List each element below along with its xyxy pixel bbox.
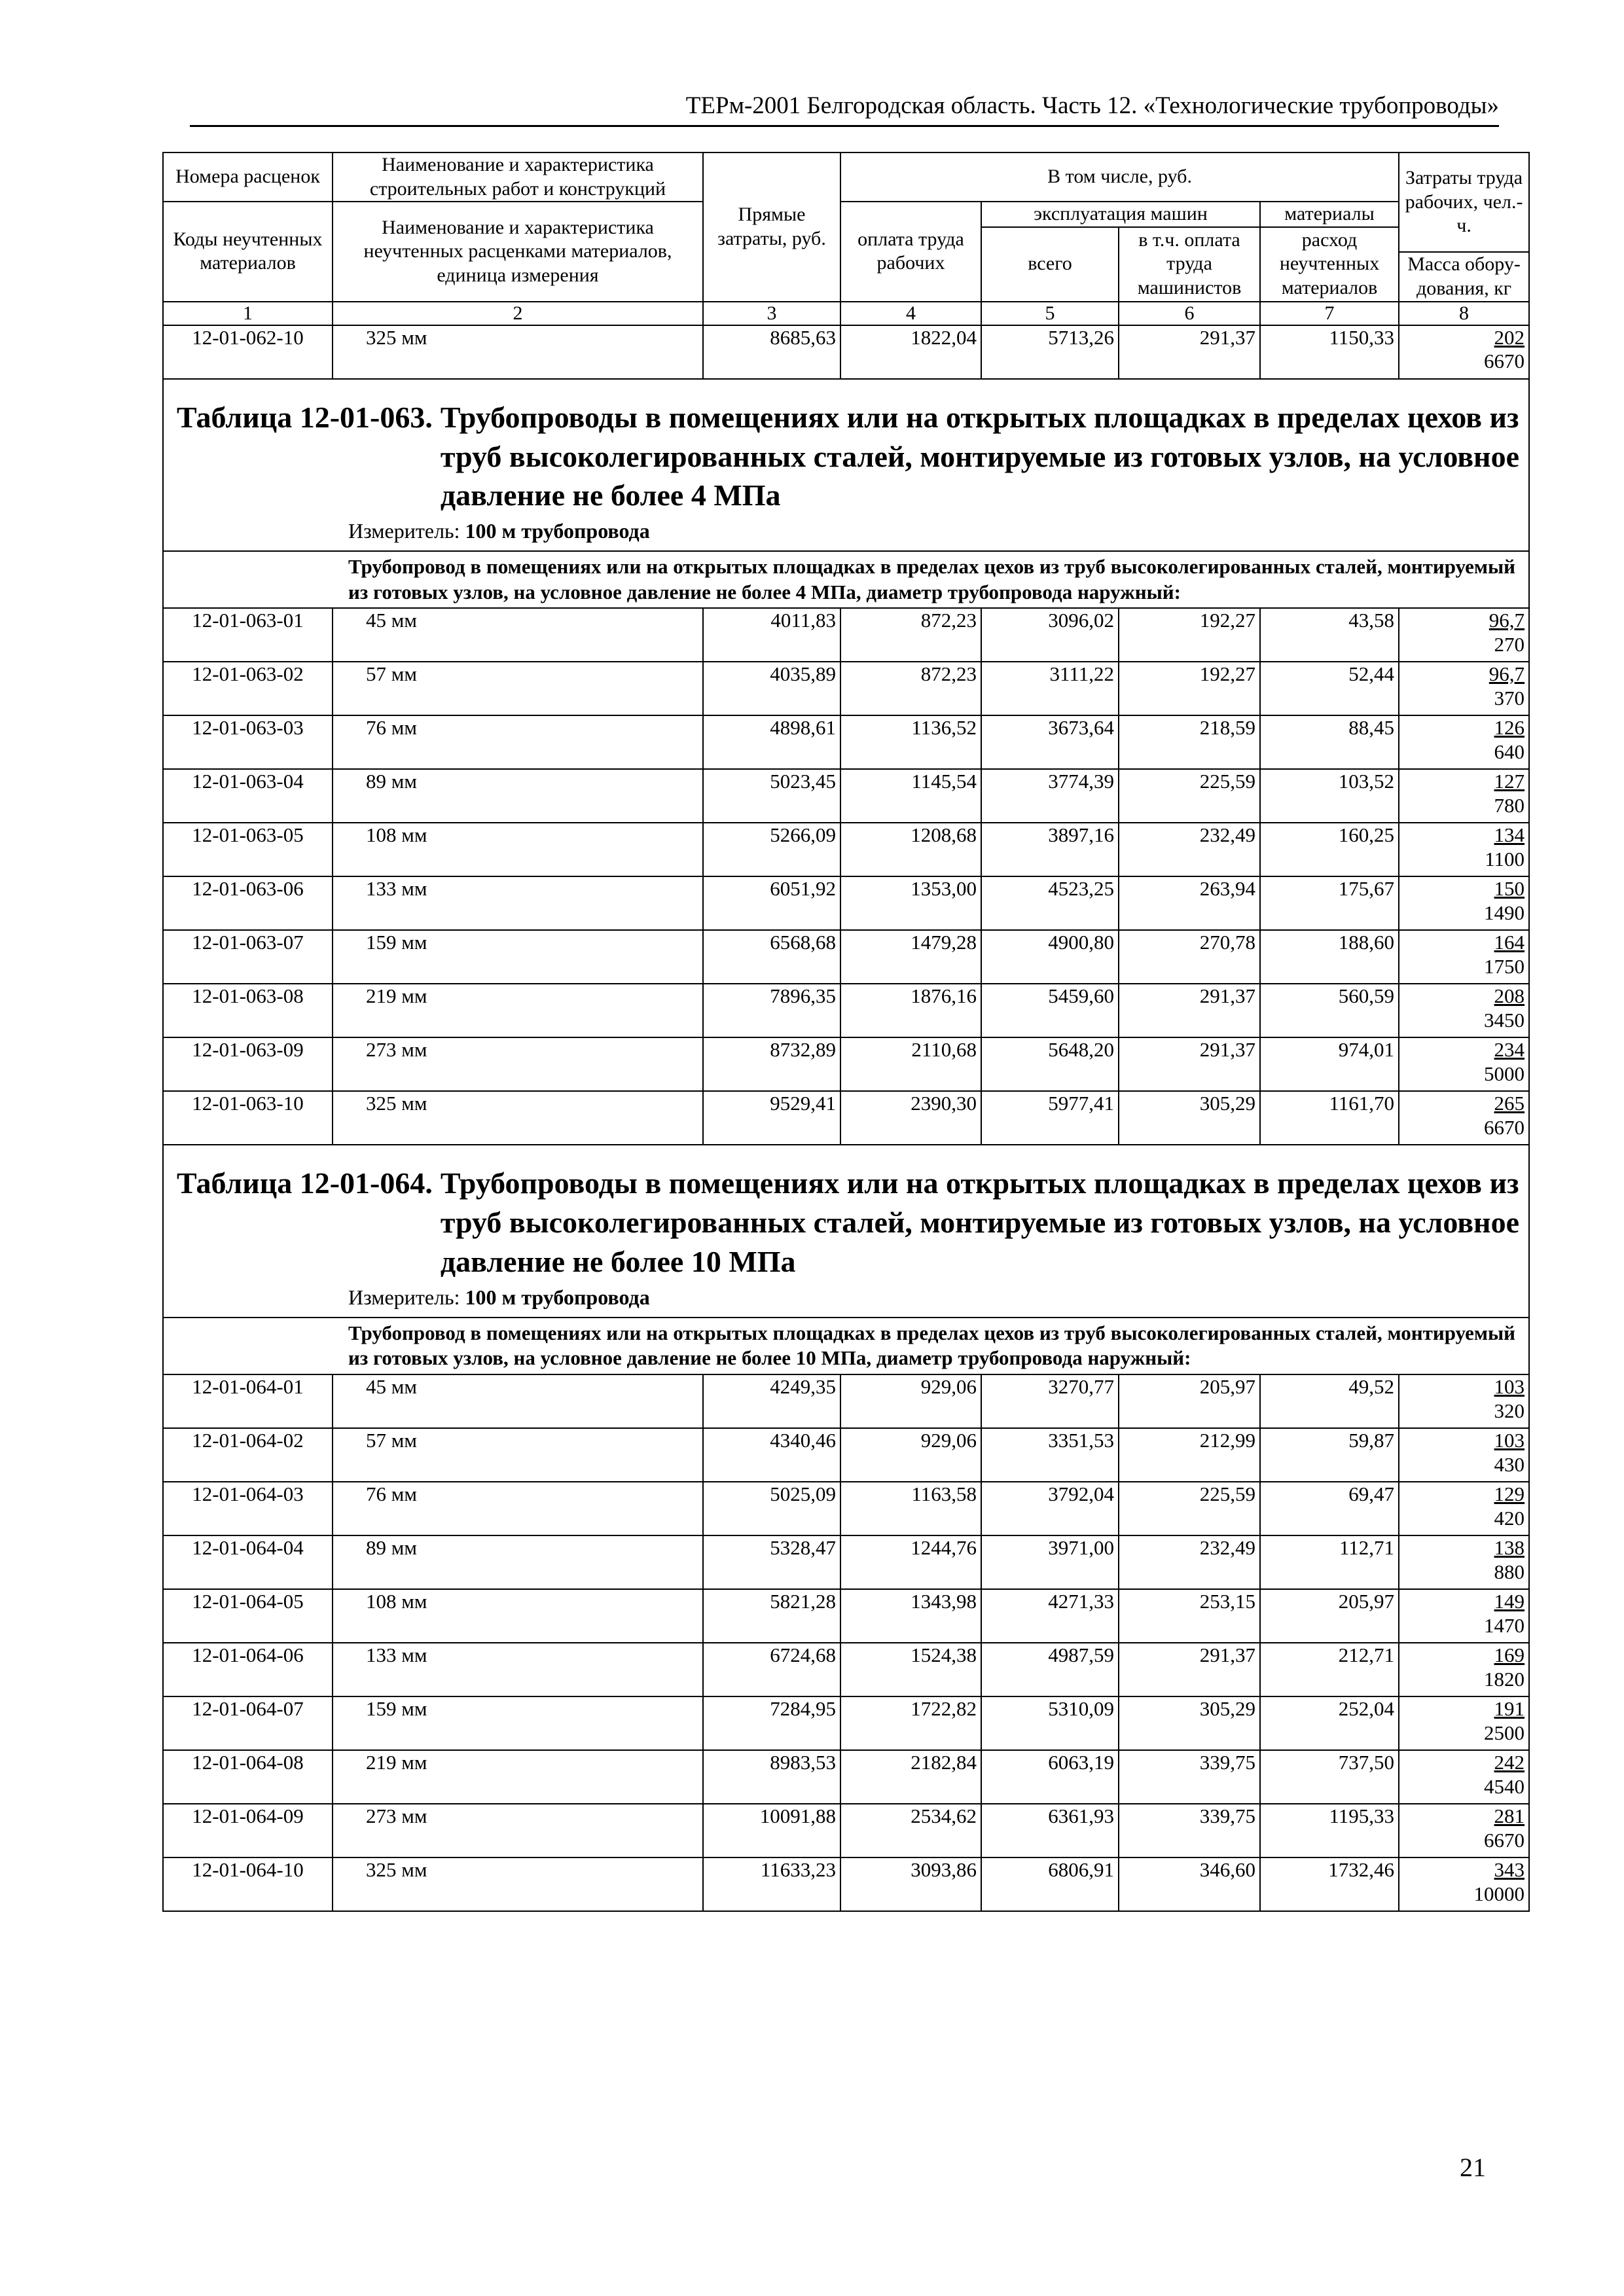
labor-mass-cell	[1399, 984, 1529, 1037]
table-row	[163, 1857, 1529, 1911]
direct-costs: 7284,95	[703, 1696, 840, 1750]
wages: 872,23	[840, 608, 981, 662]
equipment-mass: 10000	[1473, 1882, 1525, 1905]
rate-name: 159 мм	[333, 930, 703, 984]
wages: 1876,16	[840, 984, 981, 1037]
labor-mass-cell	[1399, 1037, 1529, 1091]
labor-hours: 127	[1494, 770, 1525, 793]
group-description: Трубопровод в помещениях или на открытых площадках в пределах цехов из труб высоколегированных сталей, монтируемый из готовых узлов, на условное давление не более 10 МПа, диаметр трубопровода наружный:	[163, 1318, 1529, 1375]
direct-costs: 7896,35	[703, 984, 840, 1037]
equipment-mass: 1470	[1484, 1613, 1525, 1637]
rate-name: 57 мм	[333, 662, 703, 715]
materials: 974,01	[1260, 1037, 1399, 1091]
wages: 929,06	[840, 1374, 981, 1428]
direct-costs: 8983,53	[703, 1750, 840, 1804]
machines-total: 3792,04	[981, 1482, 1119, 1535]
machines-wages: 232,49	[1119, 1535, 1260, 1589]
rate-name: 76 мм	[333, 1482, 703, 1535]
header-mass: Масса обору-дования, кг	[1399, 252, 1529, 302]
equipment-mass: 1490	[1484, 901, 1525, 924]
section-heading: Трубопроводы в помещениях или на открытых площадках в пределах цехов из труб высоколегированных сталей, монтируемые из готовых узлов, на условное давление не более 4 МПа	[440, 400, 1519, 512]
direct-costs: 6568,68	[703, 930, 840, 984]
table-row	[163, 1428, 1529, 1482]
rate-code: 12-01-064-09	[163, 1804, 333, 1857]
machines-wages: 212,99	[1119, 1428, 1260, 1482]
machines-wages: 305,29	[1119, 1091, 1260, 1145]
group-description: Трубопровод в помещениях или на открытых площадках в пределах цехов из труб высоколегированных сталей, монтируемый из готовых узлов, на условное давление не более 4 МПа, диаметр трубопровода наружный:	[163, 551, 1529, 609]
equipment-mass: 1750	[1484, 955, 1525, 978]
machines-total: 3351,53	[981, 1428, 1119, 1482]
equipment-mass: 4540	[1484, 1774, 1525, 1798]
section-title	[177, 398, 1522, 515]
header-labor: Затраты труда рабочих, чел.-ч.	[1399, 152, 1529, 252]
direct-costs: 4340,46	[703, 1428, 840, 1482]
labor-hours: 126	[1494, 716, 1525, 740]
wages: 1722,82	[840, 1696, 981, 1750]
rate-code: 12-01-063-01	[163, 608, 333, 662]
rate-name: 219 мм	[333, 1750, 703, 1804]
machines-total: 5310,09	[981, 1696, 1119, 1750]
rate-code: 12-01-063-02	[163, 662, 333, 715]
table-row	[163, 1589, 1529, 1643]
labor-hours: 164	[1494, 931, 1525, 954]
direct-costs: 11633,23	[703, 1857, 840, 1911]
wages: 1208,68	[840, 823, 981, 876]
rate-name: 57 мм	[333, 1428, 703, 1482]
table-row	[163, 769, 1529, 823]
equipment-mass: 2500	[1484, 1721, 1525, 1744]
wages: 2390,30	[840, 1091, 981, 1145]
header-col2-bottom: Наименование и характеристика неучтенных расценками материалов, единица измерения	[333, 202, 703, 302]
rate-name: 45 мм	[333, 1374, 703, 1428]
materials: 103,52	[1260, 769, 1399, 823]
column-number: 5	[981, 302, 1119, 325]
rate-name: 89 мм	[333, 769, 703, 823]
table-row	[163, 1535, 1529, 1589]
labor-mass-cell	[1399, 930, 1529, 984]
rate-code: 12-01-063-08	[163, 984, 333, 1037]
labor-hours: 208	[1494, 984, 1525, 1008]
header-machines-wages: в т.ч. оплата труда машинистов	[1119, 227, 1260, 302]
materials: 160,25	[1260, 823, 1399, 876]
materials: 252,04	[1260, 1696, 1399, 1750]
machines-total: 5977,41	[981, 1091, 1119, 1145]
labor-mass-cell	[1399, 1535, 1529, 1589]
labor-hours: 234	[1494, 1038, 1525, 1062]
rate-code: 12-01-064-04	[163, 1535, 333, 1589]
rate-code: 12-01-064-01	[163, 1374, 333, 1428]
machines-total: 3270,77	[981, 1374, 1119, 1428]
unit-label: Измеритель:	[348, 519, 460, 543]
column-number: 6	[1119, 302, 1260, 325]
rate-name: 89 мм	[333, 1535, 703, 1589]
labor-mass-cell	[1399, 1643, 1529, 1696]
labor-mass-cell	[1399, 608, 1529, 662]
machines-total: 5459,60	[981, 984, 1119, 1037]
wages: 1244,76	[840, 1535, 981, 1589]
equipment-mass: 270	[1494, 633, 1525, 656]
machines-wages: 205,97	[1119, 1374, 1260, 1428]
equipment-mass: 6670	[1484, 1828, 1525, 1852]
machines-wages: 218,59	[1119, 715, 1260, 769]
wages: 1524,38	[840, 1643, 981, 1696]
labor-mass-cell	[1399, 823, 1529, 876]
materials: 112,71	[1260, 1535, 1399, 1589]
table-row	[163, 1091, 1529, 1145]
labor-mass-cell	[1399, 325, 1529, 379]
table-body	[163, 152, 1529, 1911]
wages: 1163,58	[840, 1482, 981, 1535]
machines-total: 4987,59	[981, 1643, 1119, 1696]
machines-total: 4900,80	[981, 930, 1119, 984]
labor-hours: 103	[1494, 1375, 1525, 1399]
section-title-cell	[163, 379, 1529, 551]
equipment-mass: 1820	[1484, 1667, 1525, 1691]
rate-name: 273 мм	[333, 1804, 703, 1857]
table-row	[163, 1750, 1529, 1804]
machines-total: 6361,93	[981, 1804, 1119, 1857]
materials: 560,59	[1260, 984, 1399, 1037]
machines-total: 4523,25	[981, 876, 1119, 930]
table-row	[163, 1643, 1529, 1696]
wages: 1353,00	[840, 876, 981, 930]
labor-hours: 265	[1494, 1092, 1525, 1115]
labor-hours: 169	[1494, 1643, 1525, 1667]
labor-mass-cell	[1399, 662, 1529, 715]
wages: 2534,62	[840, 1804, 981, 1857]
direct-costs: 9529,41	[703, 1091, 840, 1145]
header-col2-top: Наименование и характеристика строительных работ и конструкций	[333, 152, 703, 202]
equipment-mass: 780	[1494, 794, 1525, 817]
direct-costs: 4035,89	[703, 662, 840, 715]
machines-total: 5713,26	[981, 325, 1119, 379]
header-col1-top: Номера расценок	[163, 152, 333, 202]
table-row	[163, 1696, 1529, 1750]
unit-label: Измеритель:	[348, 1285, 460, 1309]
direct-costs: 10091,88	[703, 1804, 840, 1857]
machines-wages: 253,15	[1119, 1589, 1260, 1643]
equipment-mass: 3450	[1484, 1009, 1525, 1031]
direct-costs: 4249,35	[703, 1374, 840, 1428]
wages: 872,23	[840, 662, 981, 715]
wages: 1136,52	[840, 715, 981, 769]
labor-hours: 134	[1494, 823, 1525, 847]
rate-code: 12-01-063-05	[163, 823, 333, 876]
machines-wages: 225,59	[1119, 769, 1260, 823]
table-row	[163, 608, 1529, 662]
machines-total: 6063,19	[981, 1750, 1119, 1804]
machines-wages: 291,37	[1119, 1037, 1260, 1091]
table-row	[163, 876, 1529, 930]
rate-name: 133 мм	[333, 1643, 703, 1696]
running-header: ТЕРм-2001 Белгородская область. Часть 12. «Технологические трубопроводы»	[190, 92, 1499, 127]
rate-code: 12-01-062-10	[163, 325, 333, 379]
table-row	[163, 930, 1529, 984]
table-row	[163, 662, 1529, 715]
equipment-mass: 320	[1494, 1399, 1525, 1422]
labor-hours: 149	[1494, 1590, 1525, 1613]
rate-name: 159 мм	[333, 1696, 703, 1750]
wages: 2110,68	[840, 1037, 981, 1091]
materials: 43,58	[1260, 608, 1399, 662]
equipment-mass: 1100	[1485, 848, 1525, 870]
direct-costs: 5328,47	[703, 1535, 840, 1589]
section-title-cell	[163, 1145, 1529, 1317]
rate-code: 12-01-064-03	[163, 1482, 333, 1535]
wages: 1343,98	[840, 1589, 981, 1643]
header-materials: материалы	[1260, 202, 1399, 227]
rate-code: 12-01-063-06	[163, 876, 333, 930]
machines-total: 6806,91	[981, 1857, 1119, 1911]
machines-total: 3096,02	[981, 608, 1119, 662]
rate-name: 325 мм	[333, 1857, 703, 1911]
table-row	[163, 715, 1529, 769]
rate-code: 12-01-064-06	[163, 1643, 333, 1696]
labor-mass-cell	[1399, 1750, 1529, 1804]
labor-hours: 281	[1494, 1804, 1525, 1828]
column-number: 3	[703, 302, 840, 325]
header-including: В том числе, руб.	[840, 152, 1399, 202]
table-row	[163, 1804, 1529, 1857]
materials: 1732,46	[1260, 1857, 1399, 1911]
column-number: 7	[1260, 302, 1399, 325]
direct-costs: 8732,89	[703, 1037, 840, 1091]
unit-value: 100 м трубопровода	[465, 1285, 650, 1309]
machines-wages: 232,49	[1119, 823, 1260, 876]
labor-mass-cell	[1399, 1091, 1529, 1145]
machines-total: 3673,64	[981, 715, 1119, 769]
direct-costs: 4011,83	[703, 608, 840, 662]
machines-total: 3111,22	[981, 662, 1119, 715]
rates-table	[162, 152, 1530, 1912]
header-wages: оплата труда рабочих	[840, 202, 981, 302]
machines-wages: 263,94	[1119, 876, 1260, 930]
rate-name: 133 мм	[333, 876, 703, 930]
equipment-mass: 5000	[1484, 1062, 1525, 1085]
table-row	[163, 1482, 1529, 1535]
materials: 88,45	[1260, 715, 1399, 769]
labor-hours: 103	[1494, 1429, 1525, 1452]
rate-code: 12-01-063-07	[163, 930, 333, 984]
table-row	[163, 823, 1529, 876]
column-number: 2	[333, 302, 703, 325]
labor-hours: 242	[1494, 1751, 1525, 1774]
rate-code: 12-01-064-08	[163, 1750, 333, 1804]
machines-wages: 291,37	[1119, 1643, 1260, 1696]
materials: 175,67	[1260, 876, 1399, 930]
column-numbers-row	[163, 302, 1529, 325]
header-machines-total: всего	[981, 227, 1119, 302]
rate-code: 12-01-063-10	[163, 1091, 333, 1145]
group-row	[163, 551, 1529, 609]
wages: 3093,86	[840, 1857, 981, 1911]
rate-name: 325 мм	[333, 1091, 703, 1145]
rate-code: 12-01-063-03	[163, 715, 333, 769]
rate-code: 12-01-064-07	[163, 1696, 333, 1750]
column-number: 8	[1399, 302, 1529, 325]
wages: 1479,28	[840, 930, 981, 984]
machines-total: 3774,39	[981, 769, 1119, 823]
materials: 52,44	[1260, 662, 1399, 715]
direct-costs: 5821,28	[703, 1589, 840, 1643]
machines-total: 5648,20	[981, 1037, 1119, 1091]
labor-hours: 138	[1494, 1536, 1525, 1560]
rate-name: 325 мм	[333, 325, 703, 379]
machines-wages: 346,60	[1119, 1857, 1260, 1911]
machines-wages: 192,27	[1119, 608, 1260, 662]
labor-mass-cell	[1399, 769, 1529, 823]
direct-costs: 5266,09	[703, 823, 840, 876]
wages: 1145,54	[840, 769, 981, 823]
section-heading: Трубопроводы в помещениях или на открытых площадках в пределах цехов из труб высоколегированных сталей, монтируемые из готовых узлов, на условное давление не более 10 МПа	[440, 1166, 1519, 1279]
labor-mass-cell	[1399, 1482, 1529, 1535]
machines-wages: 339,75	[1119, 1804, 1260, 1857]
machines-wages: 305,29	[1119, 1696, 1260, 1750]
machines-wages: 225,59	[1119, 1482, 1260, 1535]
materials: 69,47	[1260, 1482, 1399, 1535]
labor-mass-cell	[1399, 1857, 1529, 1911]
equipment-mass: 370	[1494, 687, 1525, 709]
table-row	[163, 984, 1529, 1037]
rate-code: 12-01-063-09	[163, 1037, 333, 1091]
wages: 2182,84	[840, 1750, 981, 1804]
table-row	[163, 325, 1529, 379]
direct-costs: 5023,45	[703, 769, 840, 823]
labor-hours: 96,7	[1489, 662, 1525, 686]
wages: 1822,04	[840, 325, 981, 379]
unit-of-measure	[348, 1285, 1522, 1310]
labor-hours: 343	[1494, 1858, 1525, 1882]
section-number: Таблица 12-01-064.	[177, 1166, 433, 1200]
materials: 49,52	[1260, 1374, 1399, 1428]
rate-name: 108 мм	[333, 1589, 703, 1643]
labor-mass-cell	[1399, 1696, 1529, 1750]
rate-name: 76 мм	[333, 715, 703, 769]
rate-name: 219 мм	[333, 984, 703, 1037]
machines-wages: 291,37	[1119, 325, 1260, 379]
direct-costs: 6724,68	[703, 1643, 840, 1696]
materials: 205,97	[1260, 1589, 1399, 1643]
machines-total: 3897,16	[981, 823, 1119, 876]
wages: 929,06	[840, 1428, 981, 1482]
materials: 212,71	[1260, 1643, 1399, 1696]
rate-name: 108 мм	[333, 823, 703, 876]
materials: 1161,70	[1260, 1091, 1399, 1145]
equipment-mass: 430	[1494, 1452, 1525, 1476]
equipment-mass: 6670	[1484, 350, 1525, 373]
machines-wages: 291,37	[1119, 984, 1260, 1037]
section-title-row	[163, 1145, 1529, 1317]
table-row	[163, 1374, 1529, 1428]
labor-hours: 191	[1494, 1697, 1525, 1721]
direct-costs: 4898,61	[703, 715, 840, 769]
rate-code: 12-01-063-04	[163, 769, 333, 823]
machines-wages: 192,27	[1119, 662, 1260, 715]
machines-wages: 270,78	[1119, 930, 1260, 984]
materials: 1195,33	[1260, 1804, 1399, 1857]
labor-mass-cell	[1399, 1428, 1529, 1482]
rate-code: 12-01-064-02	[163, 1428, 333, 1482]
page-number: 21	[1460, 2153, 1486, 2182]
rate-name: 273 мм	[333, 1037, 703, 1091]
section-number: Таблица 12-01-063.	[177, 400, 433, 434]
labor-mass-cell	[1399, 1374, 1529, 1428]
labor-mass-cell	[1399, 1589, 1529, 1643]
table-row	[163, 1037, 1529, 1091]
machines-total: 4271,33	[981, 1589, 1119, 1643]
labor-hours: 129	[1494, 1482, 1525, 1506]
section-title-row	[163, 379, 1529, 551]
rate-code: 12-01-064-10	[163, 1857, 333, 1911]
labor-hours: 96,7	[1489, 609, 1525, 632]
equipment-mass: 640	[1494, 740, 1525, 763]
materials: 59,87	[1260, 1428, 1399, 1482]
header-col1-bottom: Коды неучтенных материалов	[163, 202, 333, 302]
labor-hours: 202	[1494, 325, 1525, 349]
machines-wages: 339,75	[1119, 1750, 1260, 1804]
rate-name: 45 мм	[333, 608, 703, 662]
labor-mass-cell	[1399, 876, 1529, 930]
labor-mass-cell	[1399, 1804, 1529, 1857]
header-machines: эксплуатация машин	[981, 202, 1260, 227]
materials: 188,60	[1260, 930, 1399, 984]
equipment-mass: 880	[1494, 1560, 1525, 1583]
labor-hours: 150	[1494, 877, 1525, 901]
direct-costs: 8685,63	[703, 325, 840, 379]
materials: 1150,33	[1260, 325, 1399, 379]
equipment-mass: 420	[1494, 1506, 1525, 1530]
section-title	[177, 1164, 1522, 1281]
machines-total: 3971,00	[981, 1535, 1119, 1589]
unit-value: 100 м трубопровода	[465, 519, 650, 543]
labor-mass-cell	[1399, 715, 1529, 769]
header-materials-unaccounted: расход неучтенных материалов	[1260, 227, 1399, 302]
direct-costs: 5025,09	[703, 1482, 840, 1535]
rate-code: 12-01-064-05	[163, 1589, 333, 1643]
direct-costs: 6051,92	[703, 876, 840, 930]
column-number: 4	[840, 302, 981, 325]
column-number: 1	[163, 302, 333, 325]
unit-of-measure	[348, 519, 1522, 544]
header-direct-costs: Прямые затраты, руб.	[703, 152, 840, 302]
materials: 737,50	[1260, 1750, 1399, 1804]
group-row	[163, 1318, 1529, 1375]
equipment-mass: 6670	[1484, 1116, 1525, 1139]
